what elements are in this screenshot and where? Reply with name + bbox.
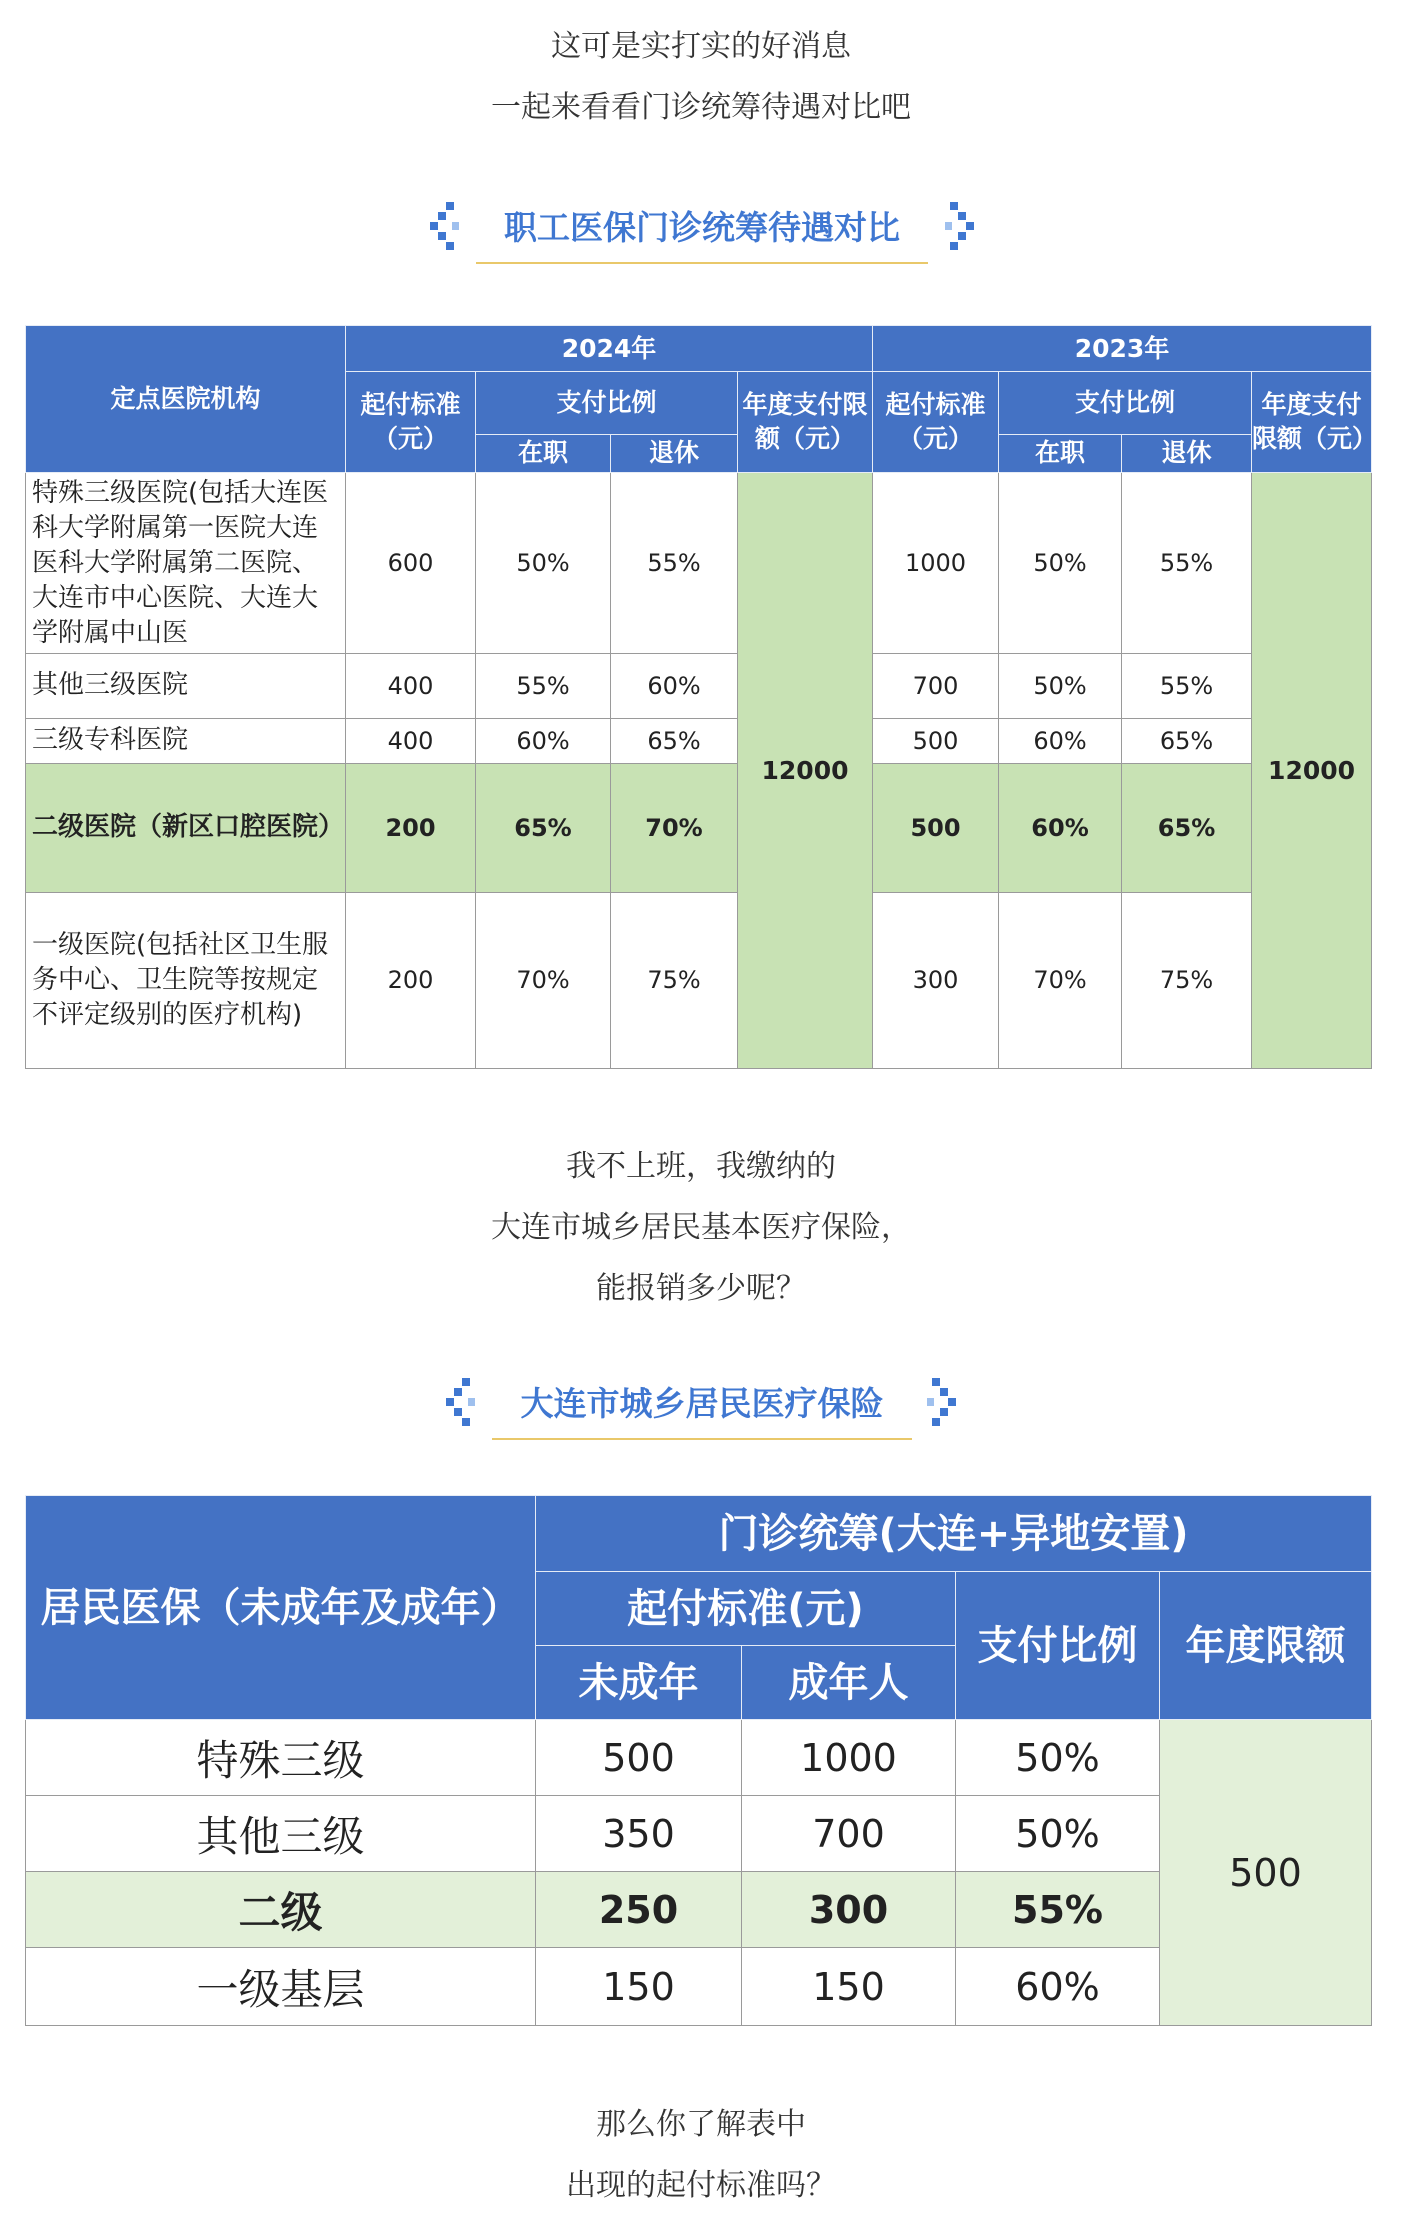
retired-2024-header: 退休	[611, 434, 738, 472]
limit-header: 年度限额	[1160, 1572, 1372, 1720]
employed-ratio-2023: 50%	[999, 472, 1122, 653]
middle-line-1: 我不上班，我缴纳的	[566, 1149, 836, 1184]
retired-ratio-2023: 65%	[1122, 718, 1252, 763]
chevron-left-icon	[440, 1376, 476, 1432]
deductible-2024: 400	[346, 718, 476, 763]
annual-limit-2024: 12000	[738, 472, 873, 1068]
adult-deductible: 700	[742, 1796, 956, 1872]
employed-2024-header: 在职	[476, 434, 611, 472]
section1-title: 职工医保门诊统筹待遇对比	[476, 192, 928, 272]
deductible-2024: 400	[346, 654, 476, 718]
section2-heading	[0, 1368, 1402, 1448]
hospital-level: 二级	[26, 1872, 536, 1948]
minor-deductible: 500	[536, 1720, 742, 1796]
employed-ratio-2024: 65%	[476, 763, 611, 892]
resident-insurance-table	[25, 1495, 1372, 2026]
deductible-2023: 700	[873, 654, 999, 718]
middle-line-3: 能报销多少呢？	[596, 1271, 806, 1306]
institution-name: 其他三级医院	[26, 654, 346, 718]
retired-ratio-2024: 55%	[611, 472, 738, 653]
limit-2023-header: 年度支付限额（元）	[1252, 372, 1372, 473]
adult-header: 成年人	[742, 1646, 956, 1720]
deductible-2023: 500	[873, 763, 999, 892]
deductible-2023-header: 起付标准（元）	[873, 372, 999, 473]
middle-line-2: 大连市城乡居民基本医疗保险，	[491, 1210, 911, 1245]
deductible-2023: 300	[873, 892, 999, 1068]
deductible-2023: 500	[873, 718, 999, 763]
year-2023-header: 2023年	[873, 326, 1372, 372]
table-row	[26, 892, 1372, 1068]
minor-deductible: 250	[536, 1872, 742, 1948]
outro-line-1: 那么你了解表中	[596, 2107, 806, 2142]
employed-ratio-2023: 60%	[999, 718, 1122, 763]
intro-text	[0, 16, 1402, 138]
retired-ratio-2024: 75%	[611, 892, 738, 1068]
limit-2024-header: 年度支付限额（元）	[738, 372, 873, 473]
adult-deductible: 1000	[742, 1720, 956, 1796]
hospital-level: 特殊三级	[26, 1720, 536, 1796]
annual-limit: 500	[1160, 1720, 1372, 2026]
deductible-2024-header: 起付标准（元）	[346, 372, 476, 473]
intro-line-2: 一起来看看门诊统筹待遇对比吧	[491, 90, 911, 125]
retired-ratio-2024: 60%	[611, 654, 738, 718]
table-row	[26, 718, 1372, 763]
table-row	[26, 1720, 1372, 1796]
ratio-header: 支付比例	[956, 1572, 1160, 1720]
intro-line-1: 这可是实打实的好消息	[551, 29, 851, 64]
payment-ratio: 50%	[956, 1796, 1160, 1872]
table-row-highlighted	[26, 763, 1372, 892]
retired-ratio-2023: 55%	[1122, 654, 1252, 718]
resident-header: 居民医保（未成年及成年）	[26, 1496, 536, 1720]
institution-name: 三级专科医院	[26, 718, 346, 763]
chevron-left-icon	[424, 200, 460, 256]
minor-deductible: 150	[536, 1948, 742, 2026]
minor-deductible: 350	[536, 1796, 742, 1872]
employed-ratio-2024: 55%	[476, 654, 611, 718]
payment-ratio: 60%	[956, 1948, 1160, 2026]
annual-limit-2023: 12000	[1252, 472, 1372, 1068]
retired-ratio-2024: 70%	[611, 763, 738, 892]
deductible-2024: 600	[346, 472, 476, 653]
deductible-header: 起付标准(元)	[536, 1572, 956, 1646]
employed-ratio-2024: 70%	[476, 892, 611, 1068]
employed-2023-header: 在职	[999, 434, 1122, 472]
employee-outpatient-table	[25, 325, 1378, 1069]
institution-header: 定点医院机构	[26, 326, 346, 473]
middle-text	[0, 1136, 1402, 1319]
institution-name: 一级医院(包括社区卫生服务中心、卫生院等按规定不评定级别的医疗机构)	[26, 892, 346, 1068]
deductible-2023: 1000	[873, 472, 999, 653]
retired-ratio-2024: 65%	[611, 718, 738, 763]
employed-ratio-2024: 60%	[476, 718, 611, 763]
retired-ratio-2023: 55%	[1122, 472, 1252, 653]
chevron-right-icon	[944, 200, 980, 256]
payment-ratio: 55%	[956, 1872, 1160, 1948]
minor-header: 未成年	[536, 1646, 742, 1720]
institution-name: 特殊三级医院(包括大连医科大学附属第一医院大连医科大学附属第二医院、大连市中心医院、大连大学附属中山医	[26, 472, 346, 653]
outro-line-2: 出现的起付标准吗？	[566, 2168, 836, 2203]
deductible-2024: 200	[346, 763, 476, 892]
employed-ratio-2023: 70%	[999, 892, 1122, 1068]
retired-2023-header: 退休	[1122, 434, 1252, 472]
table-row	[26, 654, 1372, 718]
retired-ratio-2023: 75%	[1122, 892, 1252, 1068]
payment-ratio: 50%	[956, 1720, 1160, 1796]
outpatient-group-header: 门诊统筹(大连+异地安置)	[536, 1496, 1372, 1572]
ratio-2023-header: 支付比例	[999, 372, 1252, 434]
chevron-right-icon	[926, 1376, 962, 1432]
retired-ratio-2023: 65%	[1122, 763, 1252, 892]
ratio-2024-header: 支付比例	[476, 372, 738, 434]
employed-ratio-2023: 50%	[999, 654, 1122, 718]
hospital-level: 一级基层	[26, 1948, 536, 2026]
employed-ratio-2024: 50%	[476, 472, 611, 653]
outro-text	[0, 2094, 1402, 2216]
institution-name: 二级医院（新区口腔医院）	[26, 763, 346, 892]
section2-title: 大连市城乡居民医疗保险	[492, 1368, 912, 1448]
year-2024-header: 2024年	[346, 326, 873, 372]
hospital-level: 其他三级	[26, 1796, 536, 1872]
employed-ratio-2023: 60%	[999, 763, 1122, 892]
section1-heading	[0, 192, 1402, 272]
adult-deductible: 150	[742, 1948, 956, 2026]
adult-deductible: 300	[742, 1872, 956, 1948]
deductible-2024: 200	[346, 892, 476, 1068]
table-row	[26, 472, 1372, 653]
